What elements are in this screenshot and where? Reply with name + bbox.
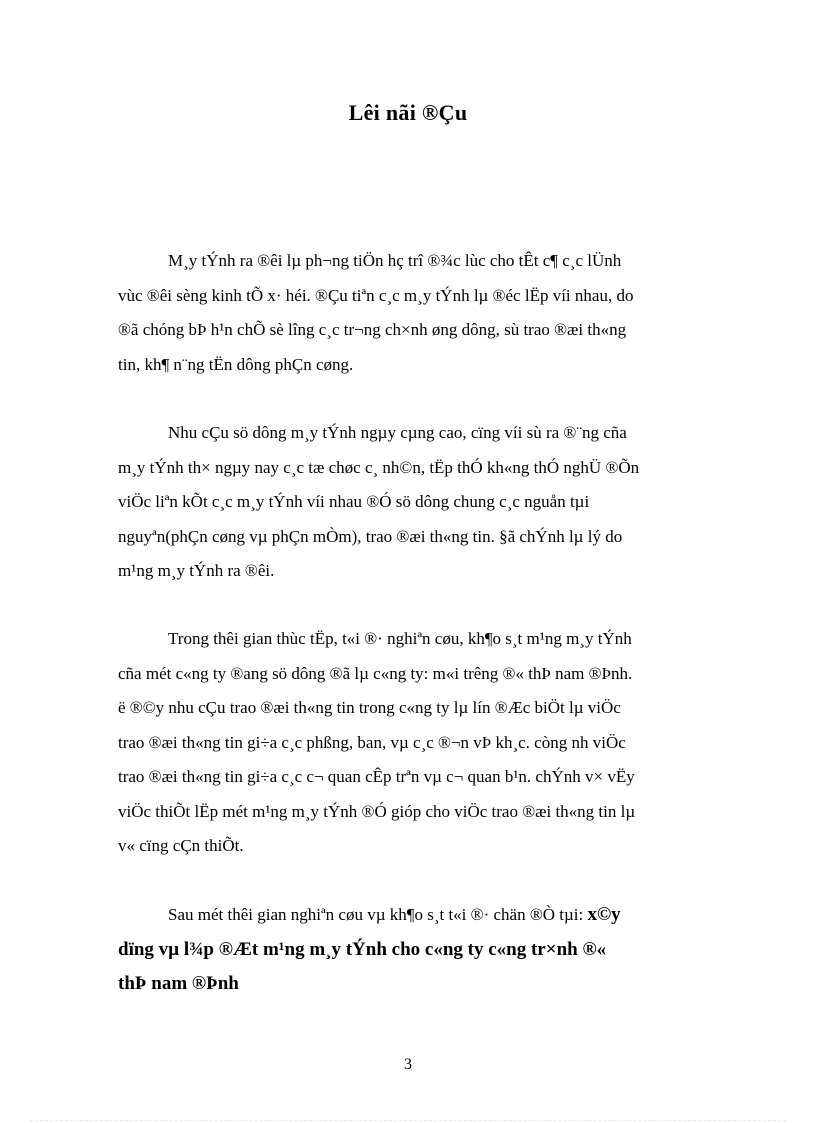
text-line: nguyªn(phÇn cøng vµ phÇn mÒm), trao ®æi th«ng tin. §ã chÝnh lµ lý do	[118, 526, 623, 546]
paragraph-1	[118, 244, 692, 382]
text-line: Trong thêi gian thùc tËp, t«i ®· nghiªn cøu, kh¶o s¸t m¹ng m¸y tÝnh	[168, 629, 632, 648]
text-line: ë ®©y nhu cÇu trao ®æi th«ng tin trong c«ng ty lµ lín ®Æc biÖt lµ viÖc	[118, 698, 621, 717]
paragraph-3	[118, 622, 692, 864]
text-line: viÖc thiÕt lËp mét m¹ng m¸y tÝnh ®Ó gióp cho viÖc trao ®æi th«ng tin lµ	[118, 801, 636, 821]
text-line: viÖc liªn kÕt c¸c m¸y tÝnh víi nhau ®Ó sö dông chung c¸c nguån tµi	[118, 492, 590, 511]
bold-text: x©y	[587, 904, 621, 925]
text-line: M¸y tÝnh ra ®êi lµ ph¬ng tiÖn hç trî ®¾c lùc cho tÊt c¶ c¸c lÜnh	[168, 251, 622, 270]
page-bottom-divider	[30, 1120, 786, 1121]
page-number: 3	[404, 1056, 412, 1073]
paragraph-2	[118, 416, 692, 589]
text-line: trao ®æi th«ng tin gi÷a c¸c c¬ quan cÊp trªn vµ c¬ quan b¹n. chÝnh v× vËy	[118, 767, 635, 786]
text-line: trao ®æi th«ng tin gi÷a c¸c phßng, ban, vµ c¸c ®¬n vÞ kh¸c. còng nh viÖc	[118, 732, 626, 752]
text-line: vùc ®êi sèng kinh tÕ x· héi. ®Çu tiªn c¸c m¸y tÝnh lµ ®éc lËp víi nhau, do	[118, 285, 634, 305]
text-line: m¸y tÝnh th× ngµy nay c¸c tæ chøc c¸ nh©n, tËp thÓ kh«ng thÓ nghÜ ®Õn	[118, 457, 640, 477]
bold-text-line: thÞ nam ®Þnh	[118, 973, 239, 994]
text-segment: Sau mét thêi gian nghiªn cøu vµ kh¶o s¸t t«i ®· chän ®Ò tµi:	[168, 905, 584, 924]
bold-text-line: dïng vµ l¾p ®Æt m¹ng m¸y tÝnh cho c«ng ty c«ng tr×nh ®«	[118, 938, 607, 960]
text-line: cña mét c«ng ty ®ang sö dông ®ã lµ c«ng ty: m«i trêng ®« thÞ nam ®Þnh.	[118, 663, 633, 683]
text-line: v« cïng cÇn thiÕt.	[118, 836, 244, 855]
text-line	[118, 898, 692, 933]
page-title: Lêi nãi ®Çu	[348, 100, 468, 125]
paragraph-4	[118, 898, 692, 1002]
text-line: ®ã chóng bÞ h¹n chÕ sè lîng c¸c tr¬ng ch×nh øng dông, sù trao ®æi th«ng	[118, 320, 627, 339]
text-line: Nhu cÇu sö dông m¸y tÝnh ngµy cµng cao, cïng víi sù ra ®¨ng cña	[168, 423, 627, 442]
text-line: m¹ng m¸y tÝnh ra ®êi.	[118, 561, 275, 580]
text-line: tin, kh¶ n¨ng tËn dông phÇn cøng.	[118, 354, 354, 374]
